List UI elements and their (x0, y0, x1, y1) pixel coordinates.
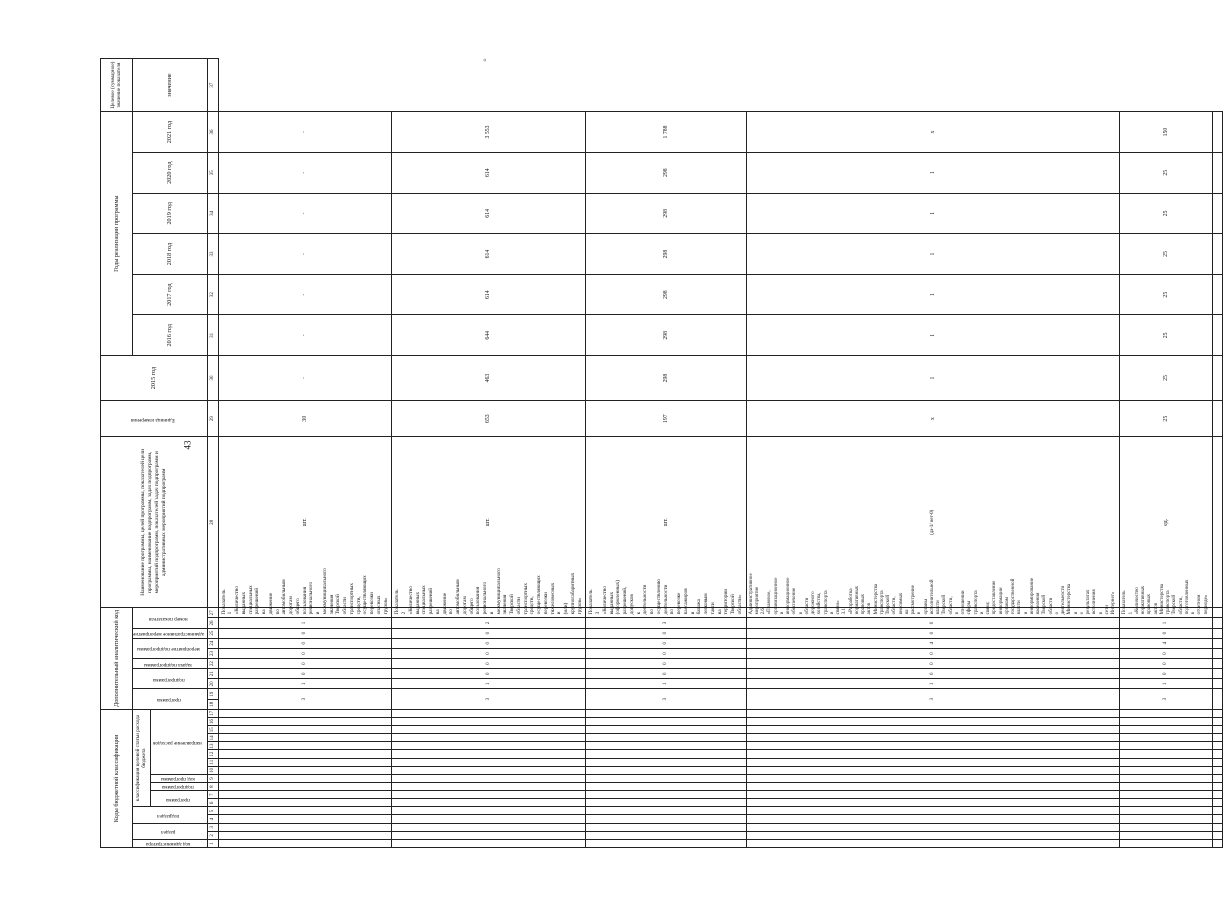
subsection-header: подраздел (133, 807, 208, 823)
value-2016-cell: 298 (586, 356, 746, 401)
subprogram-header: подпрограмма (151, 783, 207, 791)
row-description: Показатель 1 «Количество нормативных правовых актов Министерства транспорта Тверской области, подготовленных в отчетном периоде» (1120, 608, 1213, 618)
analytic-code-header: Дополнительный аналитический код (101, 608, 133, 710)
code-cell: 0 (586, 648, 746, 658)
direction-code-header: направление расходов (151, 709, 207, 774)
code-cell: 4 (746, 638, 1120, 648)
col-number: 8 (207, 783, 218, 791)
code-cell: 1 (218, 679, 392, 689)
code-cell: 0 (1120, 628, 1213, 638)
col-number: 30 (207, 356, 218, 401)
value-2020-cell: 25 (1120, 193, 1213, 234)
value-2015-cell: 25 (1120, 400, 1213, 437)
col-number: 26 (207, 618, 218, 628)
value-2020-cell: 614 (392, 193, 586, 234)
value-2021-cell: - (218, 152, 392, 193)
col-number: 3 (207, 823, 218, 831)
program-table-frame (100, 58, 1209, 848)
value-2017-cell: 644 (392, 315, 586, 356)
analytic-task-header: задача подпрограммы (133, 659, 208, 669)
target-value-sub-header: значение (133, 59, 208, 112)
year-2020-header: 2020 год (133, 152, 208, 193)
code-cell: 0 (1120, 659, 1213, 669)
code-cell: 0 (746, 659, 1120, 669)
name-header: Наименование программы, целей программы, показателей цели программы, наименование подпрограмм, задач подпрограмм, мероприятий подпрограмм, показателей задач подпрограмм и административных мероприятий подпрограмм (101, 437, 208, 608)
value-2018-cell: 1 (746, 274, 1120, 315)
target-value-cell: - (218, 112, 392, 153)
value-2020-cell: - (218, 193, 392, 234)
col-number: 4 (207, 815, 218, 823)
col-number: 34 (207, 193, 218, 234)
code-cell: 0 (746, 618, 1120, 628)
table-row-continuation (1212, 59, 1222, 848)
code-cell: 1 (1120, 679, 1213, 689)
value-2020-cell: 298 (586, 193, 746, 234)
value-2016-cell: 463 (392, 356, 586, 401)
year-2019-header: 2019 год (133, 193, 208, 234)
col-number: 22 (207, 659, 218, 669)
col-number: 37 (207, 59, 218, 112)
table-row (392, 59, 586, 848)
year-2015-header: 2015 год (101, 356, 208, 401)
value-2017-cell: 298 (586, 315, 746, 356)
value-2016-cell: 25 (1120, 356, 1213, 401)
code-cell: 0 (392, 659, 586, 669)
year-2016-header: 2016 год (133, 315, 208, 356)
col-number: 20 (207, 679, 218, 689)
code-cell: 0 (586, 628, 746, 638)
code-cell: 3 (746, 689, 1120, 709)
col-number: 28 (207, 437, 218, 608)
col-number: 25 (207, 628, 218, 638)
code-cell: 3 (586, 689, 746, 709)
code-cell: 0 (746, 669, 1120, 679)
value-2015-cell: 197 (586, 400, 746, 437)
program-indicators-table (100, 58, 1223, 848)
col-number: 9 (207, 774, 218, 782)
code-cell: 0 (746, 648, 1120, 658)
col-number: 12 (207, 750, 218, 758)
value-2019-cell: 298 (586, 234, 746, 275)
code-cell: 0 (586, 638, 746, 648)
target-value-cell: 1 788 (586, 112, 746, 153)
code-cell: 1 (218, 618, 392, 628)
col-number: 27 (207, 608, 218, 618)
col-number: 2 (207, 831, 218, 839)
implementation-years-header: Годы реализации программы (101, 112, 133, 356)
year-2018-header: 2018 год (133, 234, 208, 275)
col-number: 36 (207, 112, 218, 153)
code-cell: 0 (218, 669, 392, 679)
unit-cell: шт. (218, 437, 392, 608)
table-row (1120, 59, 1213, 848)
program-header: программа (151, 791, 207, 807)
code-cell: 0 (586, 659, 746, 669)
row-description: Показатель 1 «Количество выданных специальных разрешений на движение по автомобильным дорогам общего пользования регионального и межмуниципального значения Тверской области транспортных средств, осуществляющих перевозки опасных грузов» (218, 608, 392, 618)
code-cell: 1 (1120, 618, 1213, 628)
code-cell: 0 (392, 628, 586, 638)
code-cell: 3 (586, 618, 746, 628)
analytic-program-header: программа (133, 689, 208, 709)
col-number: 24 (207, 638, 218, 648)
col-number: 32 (207, 274, 218, 315)
col-number: 33 (207, 234, 218, 275)
col-number: 10 (207, 766, 218, 774)
value-2016-cell: - (218, 356, 392, 401)
code-cell: 3 (218, 689, 392, 709)
admin-code-header: код администратора (133, 839, 208, 847)
corner-mark: « (483, 56, 487, 64)
code-cell: 0 (392, 638, 586, 648)
row-description: Административное мероприятие 2.6 «Правовое, организационное и информационное обеспечение в области дорожного хозяйства, транспорта и связи» 3.1. «Разработка нормативных правовых актов Министерства транспорта Тверской области, вносимых на рассмотрение в органы исполнительной власти Тверской области, в отношении сферы транспорта и связи; предоставление информации органам государственной власти и информирование населения Тверской области о деятельности Министерства и о результатах исполнения в сети Интернет» (746, 608, 1120, 618)
value-2021-cell: 614 (392, 152, 586, 193)
col-number: 1 (207, 839, 218, 847)
column-numbers-row (207, 59, 218, 848)
page-number: 43 (182, 440, 193, 450)
col-number: 21 (207, 669, 218, 679)
program-code-header: код программы (151, 774, 207, 782)
unit-header: Единица измерения (101, 400, 208, 437)
value-2019-cell: 614 (392, 234, 586, 275)
code-cell: 1 (586, 679, 746, 689)
code-cell: 0 (392, 669, 586, 679)
col-number: 11 (207, 758, 218, 766)
value-2017-cell: 1 (746, 315, 1120, 356)
col-number: 31 (207, 315, 218, 356)
col-number: 14 (207, 734, 218, 742)
value-2016-cell: 1 (746, 356, 1120, 401)
col-number: 29 (207, 400, 218, 437)
table-row (586, 59, 746, 848)
value-2021-cell: 298 (586, 152, 746, 193)
col-number: 35 (207, 152, 218, 193)
code-cell: 2 (392, 618, 586, 628)
col-number: 5 (207, 807, 218, 815)
code-cell: 0 (746, 628, 1120, 638)
value-2018-cell: 614 (392, 274, 586, 315)
code-cell: 0 (218, 659, 392, 669)
code-cell: 0 (218, 628, 392, 638)
value-2018-cell: 25 (1120, 274, 1213, 315)
value-2019-cell: 25 (1120, 234, 1213, 275)
unit-cell: (да-1/ нет-0) (746, 437, 1120, 608)
value-2017-cell: - (218, 315, 392, 356)
col-number: 19 (207, 689, 218, 699)
value-2019-cell: - (218, 234, 392, 275)
col-number: 18 (207, 699, 218, 709)
col-number: 13 (207, 742, 218, 750)
code-cell: 3 (1120, 689, 1213, 709)
target-value-cell: 3 553 (392, 112, 586, 153)
value-2015-cell: 653 (392, 400, 586, 437)
row-description: Показатель 2 «Количество выданных специальных разрешений на движение по автомобильным дорогам общего пользования регионального и межмуниципального значения Тверской области транспортных средств, осуществляющих перевозки тяжеловесных и (или) крупногабаритных грузов» (392, 608, 586, 618)
code-cell: 0 (1120, 669, 1213, 679)
col-number: 15 (207, 726, 218, 734)
value-2015-cell: 30 (218, 400, 392, 437)
value-2017-cell: 25 (1120, 315, 1213, 356)
analytic-indicator-header: номер показателя (133, 608, 208, 628)
target-expense-header: классификация целевой статьи расхода бюджета (133, 709, 151, 807)
year-2017-header: 2017 год (133, 274, 208, 315)
col-number: 16 (207, 718, 218, 726)
target-value-header: Целевое (суммарное) значение показателя (101, 59, 133, 112)
row-description: Показатель 3 «Количество выданных (оформленных) разрешений, допусков к деятельности по осуществлению деятельности по перевозке пассажиров и багажа легковым такси на территории Тверской области» (586, 608, 746, 618)
value-2018-cell: 298 (586, 274, 746, 315)
code-cell: 4 (1120, 638, 1213, 648)
section-header: раздел (133, 823, 208, 839)
col-number: 6 (207, 799, 218, 807)
program-table-rotated (100, 58, 1209, 848)
code-cell: 0 (586, 669, 746, 679)
analytic-subprogram-header: подпрограмма (133, 669, 208, 689)
col-number: 17 (207, 709, 218, 717)
value-2021-cell: 25 (1120, 152, 1213, 193)
value-2015-cell: x (746, 400, 1120, 437)
value-2021-cell: 1 (746, 152, 1120, 193)
col-number: 23 (207, 648, 218, 658)
value-2020-cell: 1 (746, 193, 1120, 234)
unit-cell: ед. (1120, 437, 1213, 608)
code-cell: 1 (746, 679, 1120, 689)
analytic-admin-measure-header: административное мероприятие (133, 628, 208, 638)
budget-codes-header: Коды бюджетной классификации (101, 709, 133, 847)
target-value-cell: x (746, 112, 1120, 153)
header-row-1 (101, 59, 133, 848)
unit-cell: шт. (392, 437, 586, 608)
code-cell: 0 (218, 638, 392, 648)
value-2019-cell: 1 (746, 234, 1120, 275)
code-cell: 0 (392, 648, 586, 658)
table-row (746, 59, 1120, 848)
target-value-cell: 150 (1120, 112, 1213, 153)
unit-cell: шт. (586, 437, 746, 608)
code-cell: 0 (218, 648, 392, 658)
analytic-measure-header: мероприятие подпрограммы (133, 638, 208, 658)
col-number: 7 (207, 791, 218, 799)
code-cell: 1 (392, 679, 586, 689)
year-2021-header: 2021 год (133, 112, 208, 153)
code-cell: 3 (392, 689, 586, 709)
code-cell: 0 (1120, 648, 1213, 658)
table-row (218, 59, 392, 848)
value-2018-cell: - (218, 274, 392, 315)
